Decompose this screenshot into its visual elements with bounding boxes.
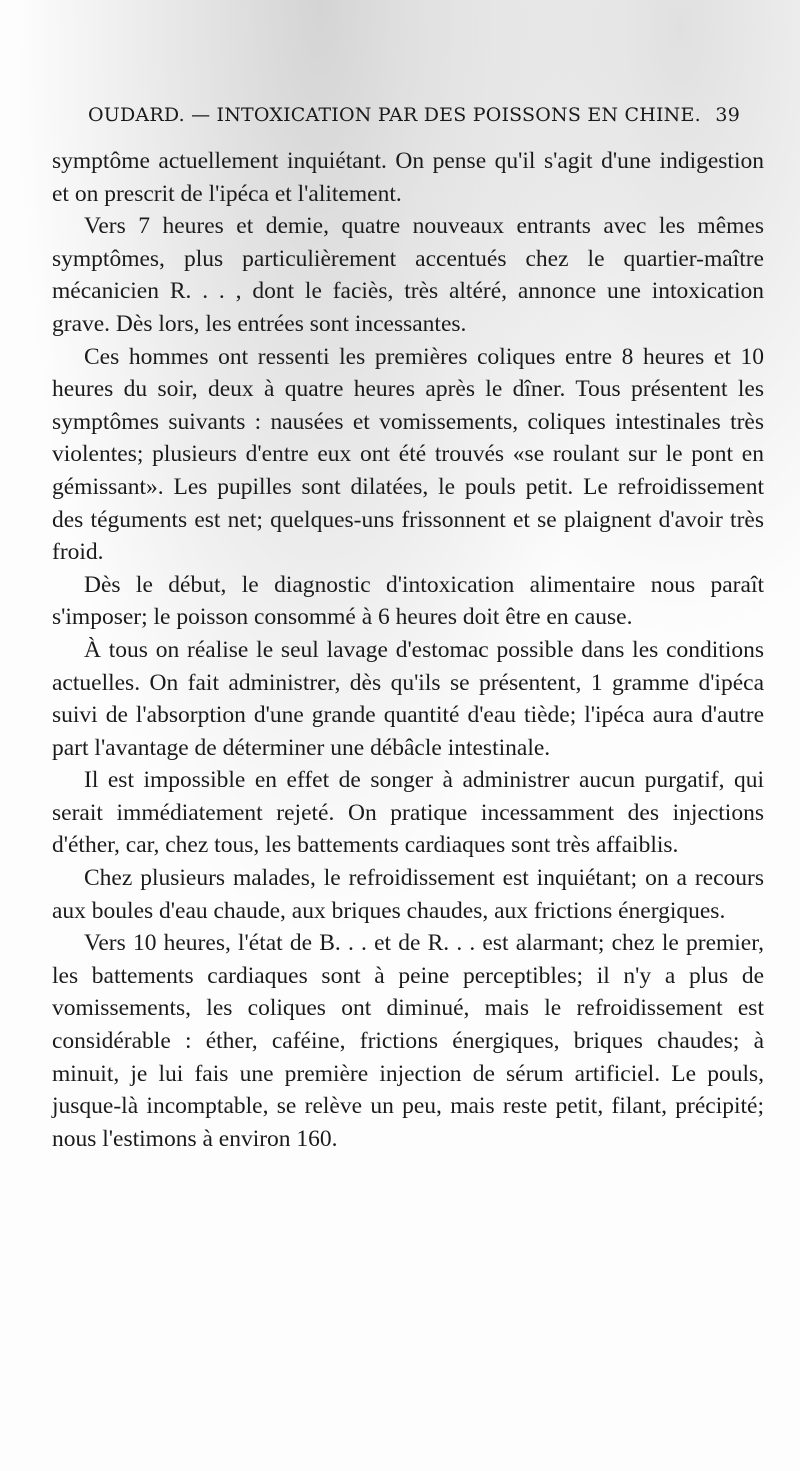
paragraph: Chez plusieurs malades, le refroidissement est inquiétant; on a recours aux boules d'eau chaude, aux briques chaudes, aux frictions énergiques. — [52, 865, 764, 924]
paragraph: Ces hommes ont ressenti les premières coliques entre 8 heures et 10 heures du soir, deux à quatre heures après le dîner. Tous présentent les symptômes suivants : nausées et vomissements, coliques intestinales très violentes; plusieurs d'entre eux ont été trouvés «se roulant sur le pont en gémissant». Les pupilles sont dilatées, le pouls petit. Le refroidissement des téguments est net; quelques-uns frissonnent et se plaignent d'avoir très froid. — [52, 343, 764, 566]
page-number: 39 — [715, 104, 740, 126]
paragraph: Vers 10 heures, l'état de B. . . et de R. . . est alarmant; chez le premier, les battements cardiaques sont à peine perceptibles; il n'y a plus de vomissements, les coliques ont diminué, mais le refroidissement est considérable : éther, caféine, frictions énergiques, briques chaudes; à minuit, je lui fais une première injection de sérum artificiel. Le pouls, jusque-là incomptable, se relève un peu, mais reste petit, filant, précipité; nous l'estimons à environ 160. — [52, 930, 764, 1152]
running-title: OUDARD. — INTOXICATION PAR DES POISSONS EN CHINE. — [88, 104, 701, 126]
paragraph-continuation: symptôme actuellement inquiétant. On pense qu'il s'agit d'une indigestion et on prescrit de l'ipéca et l'alitement. — [52, 148, 764, 207]
paragraph: Il est impossible en effet de songer à administrer aucun purgatif, qui serait immédiatement rejeté. On pratique incessamment des injections d'éther, car, chez tous, les battements cardiaques sont très affaiblis. — [52, 767, 764, 859]
page-header — [88, 100, 740, 134]
paragraph: Dès le début, le diagnostic d'intoxication alimentaire nous paraît s'imposer; le poisson consommé à 6 heures doit être en cause. — [52, 571, 764, 631]
paragraph: À tous on réalise le seul lavage d'estomac possible dans les conditions actuelles. On fait administrer, dès qu'ils se présentent, 1 gramme d'ipéca suivi de l'absorption d'une grande quantité d'eau tiède; l'ipéca aura d'autre part l'avantage de déterminer une débâcle intestinale. — [52, 636, 764, 761]
body-text — [52, 145, 764, 1155]
paragraph: Vers 7 heures et demie, quatre nouveaux entrants avec les mêmes symptômes, plus particulièrement accentués chez le quartier-maître mécanicien R. . . , dont le faciès, très altéré, annonce une intoxication grave. Dès lors, les entrées sont incessantes. — [52, 213, 764, 337]
